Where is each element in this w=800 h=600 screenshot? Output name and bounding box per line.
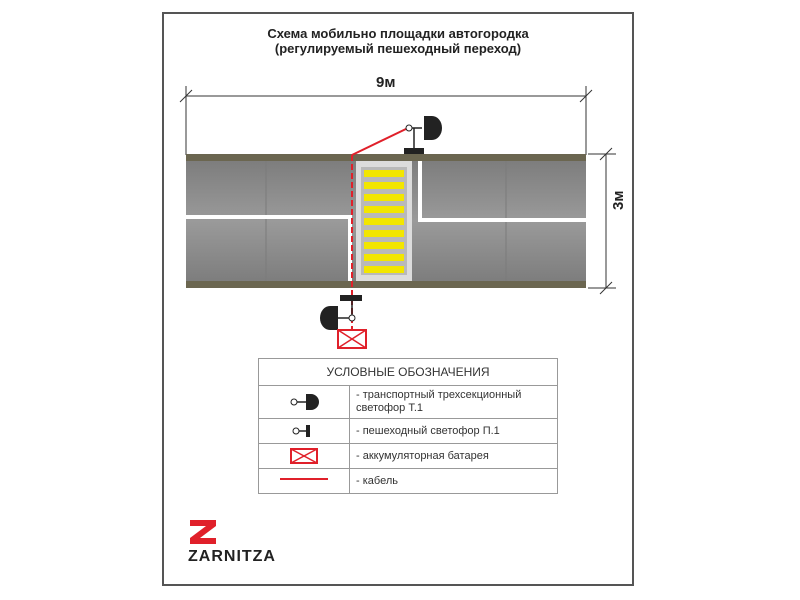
width-dimension xyxy=(180,86,592,155)
zarnitza-logo-icon xyxy=(186,518,220,546)
pedestrian-light-icon xyxy=(259,419,350,443)
legend-text: - транспортный трехсекционный светофор Т.1 xyxy=(356,389,522,414)
legend-text: - пешеходный светофор П.1 xyxy=(356,424,500,437)
diagram-title: Схема мобильно площадки автогородка xyxy=(267,26,529,41)
legend-header: УСЛОВНЫЕ ОБОЗНАЧЕНИЯ xyxy=(259,359,557,386)
legend-row xyxy=(259,386,557,419)
legend-text: - аккумуляторная батарея xyxy=(356,449,489,462)
legend-row xyxy=(259,469,557,493)
height-label: 3м xyxy=(610,190,627,210)
width-label: 9м xyxy=(376,74,396,91)
legend xyxy=(258,358,558,494)
legend-text: - кабель xyxy=(356,474,398,487)
logo-text: ZARNITZA xyxy=(188,548,276,565)
traffic-light-bottom-icon xyxy=(320,306,355,330)
crosswalk xyxy=(356,161,412,281)
battery-icon xyxy=(259,444,350,468)
legend-row xyxy=(259,444,557,469)
battery-icon xyxy=(338,330,366,348)
height-dimension xyxy=(588,148,616,294)
legend-row xyxy=(259,419,557,444)
traffic-light-icon xyxy=(259,386,350,418)
traffic-light-top-icon xyxy=(404,116,442,154)
diagram-subtitle: (регулируемый пешеходный переход) xyxy=(274,41,522,56)
cable-line-icon xyxy=(259,469,350,493)
